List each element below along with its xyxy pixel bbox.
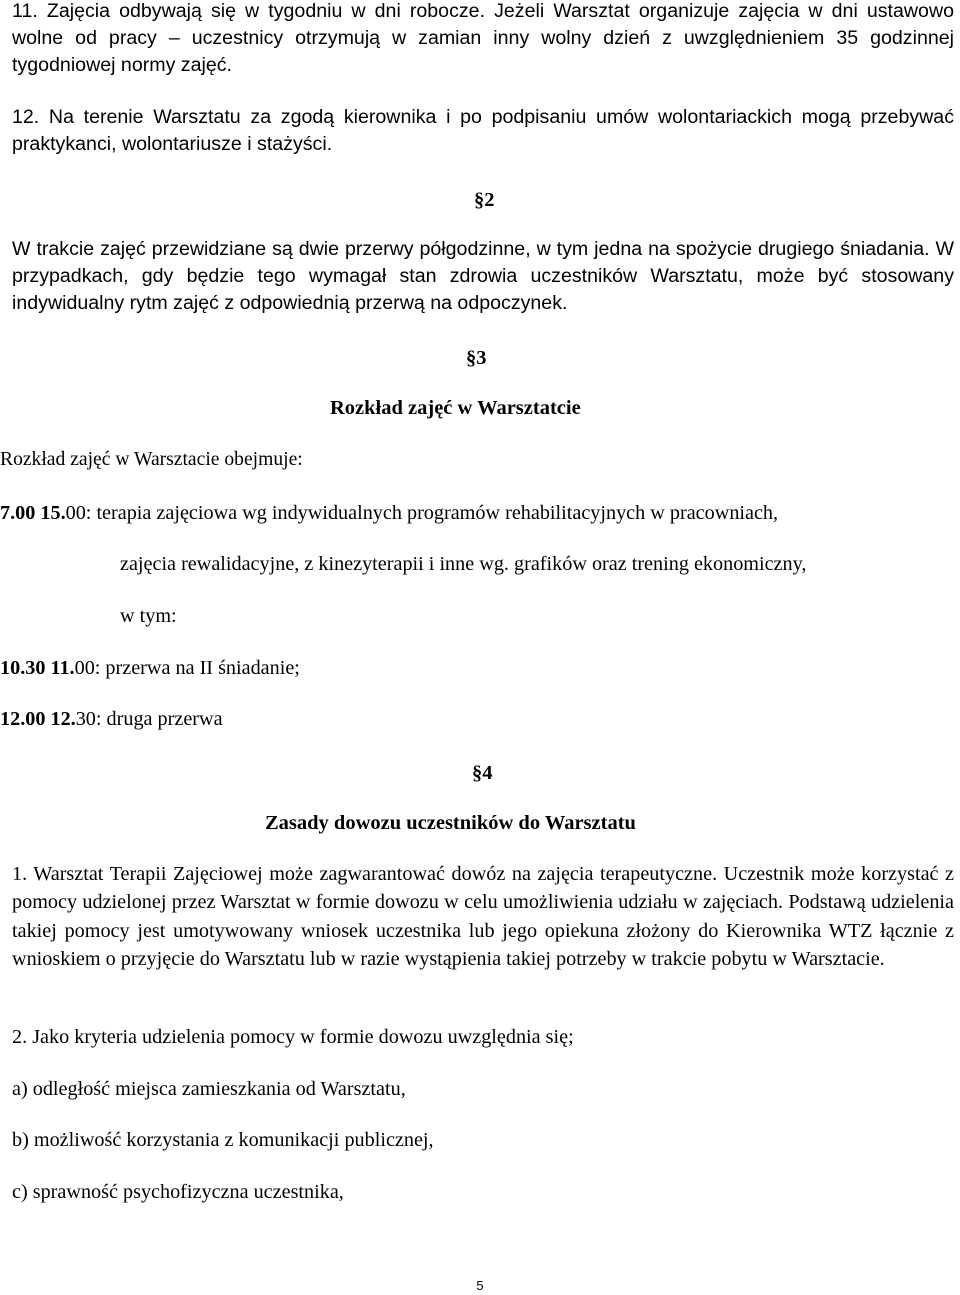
section-3-title: Rozkład zajęć w Warsztatcie <box>330 397 581 419</box>
schedule-intro: Rozkład zajęć w Warsztacie obejmuje: <box>0 449 303 470</box>
section-2-mark: §2 <box>474 189 495 211</box>
criteria-item-c: c) sprawność psychofizyczna uczestnika, <box>12 1181 344 1203</box>
section-2-paragraph <box>12 236 954 317</box>
schedule-time-3: 12.00 12. <box>0 708 76 730</box>
schedule-text-1: : terapia zajęciowa wg indywidualnych programów rehabilitacyjnych w pracowniach, <box>85 502 779 524</box>
section-4-paragraph-1: 1. Warsztat Terapii Zajęciowej może zagwarantować dowóz na zajęcia terapeutyczne. Uczestnik może korzystać z pomocy udzielonej przez Warsztat w formie dowozu w celu umożliwienia udziału w zajęciach. Podstawą udzielenia takiej pomocy jest umotywowany wniosek uczestnika lub jego opiekuna złożony do Kierownika WTZ łącznie z wnioskiem o przyjęcie do Warsztatu lub w razie wystąpienia takiej potrzeby w trakcie pobytu w Warsztacie. <box>12 863 954 970</box>
schedule-text-3: : druga przerwa <box>95 708 223 730</box>
criteria-item-b: b) możliwość korzystania z komunikacji publicznej, <box>12 1129 434 1151</box>
schedule-row-2 <box>0 655 300 681</box>
paragraph-item-11: 11. Zajęcia odbywają się w tygodniu w dni robocze. Jeżeli Warsztat organizuje zajęcia w dni ustawowo wolne od pracy – uczestnicy otrzymują w zamian inny wolny dzień z uwzględnieniem 35 godzinnej tygodniowej normy zajęć. <box>12 0 954 76</box>
section-4-title: Zasady dowozu uczestników do Warsztatu <box>265 812 636 834</box>
paragraph-item-12: 12. Na terenie Warsztatu za zgodą kierownika i po podpisaniu umów wolontariackich mogą przebywać praktykanci, wolontariusze i stażyści. <box>12 106 954 155</box>
schedule-row-1 <box>0 500 778 526</box>
schedule-time-2: 10.30 11. <box>0 657 75 679</box>
page-number: 5 <box>476 1278 484 1293</box>
schedule-time-1: 7.00 15. <box>0 502 66 524</box>
section-4-paragraph-2: 2. Jako kryteria udzielenia pomocy w formie dowozu uwzględnia się; <box>12 1026 574 1048</box>
schedule-row-3 <box>0 706 223 732</box>
criteria-item-a: a) odległość miejsca zamieszkania od Warsztatu, <box>12 1078 406 1100</box>
schedule-row-1-line-2: zajęcia rewalidacyjne, z kinezyterapii i inne wg. grafików oraz trening ekonomiczny, <box>120 553 807 575</box>
schedule-time-2-minutes: 00 <box>74 657 95 679</box>
schedule-row-1-line-3: w tym: <box>120 605 177 627</box>
schedule-text-2: : przerwa na II śniadanie; <box>94 657 300 679</box>
schedule-time-1-minutes: 00 <box>65 502 86 524</box>
section-2-text-rest: W przypadkach, gdy będzie tego wymagał stan zdrowia uczestników Warsztatu, może być stosowany indywidualny rytm zajęć z odpowiednią przerwą na odpoczynek. <box>12 238 954 314</box>
schedule-time-3-minutes: 30 <box>75 708 96 730</box>
section-4-mark: §4 <box>472 762 493 784</box>
section-2-text-break: W trakcie zajęć przewidziane są dwie przerwy półgodzinne, w tym jedna na spożycie drugiego śniadania. <box>12 238 930 260</box>
section-3-mark: §3 <box>466 347 487 369</box>
